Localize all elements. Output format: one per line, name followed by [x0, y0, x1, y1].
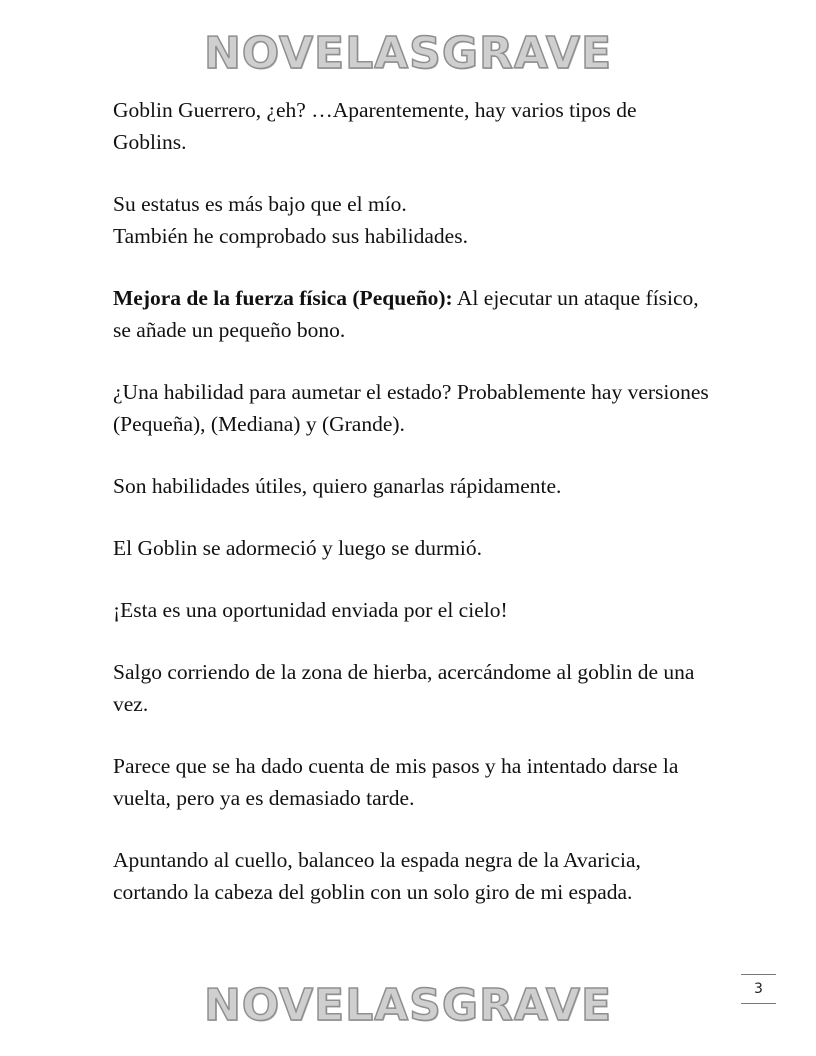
paragraph-1: Goblin Guerrero, ¿eh? …Aparentemente, hay varios tipos de Goblins.: [113, 98, 637, 154]
paragraph-6: El Goblin se adormeció y luego se durmió.: [113, 536, 483, 560]
watermark-bottom: NOVELASGRAVE: [203, 980, 613, 1031]
paragraph-8: Salgo corriendo de la zona de hierba, acercándome al goblin de una vez.: [113, 660, 695, 716]
paragraph-3: [113, 282, 713, 346]
paragraph-2-line-2: También he comprobado sus habilidades.: [113, 224, 468, 248]
page-number: 3: [741, 974, 776, 1004]
paragraph-4: ¿Una habilidad para aumetar el estado? Probablemente hay versiones (Pequeña), (Mediana) y (Grande).: [113, 380, 709, 436]
paragraph-10: Apuntando al cuello, balanceo la espada negra de la Avaricia, cortando la cabeza del goblin con un solo giro de mi espada.: [113, 848, 641, 904]
paragraph-2: [113, 188, 713, 252]
paragraph-2-line-1: Su estatus es más bajo que el mío.: [113, 192, 407, 216]
paragraph-7: ¡Esta es una oportunidad enviada por el cielo!: [113, 598, 508, 622]
paragraph-9: Parece que se ha dado cuenta de mis pasos y ha intentado darse la vuelta, pero ya es demasiado tarde.: [113, 754, 679, 810]
watermark-top: NOVELASGRAVE: [203, 28, 613, 79]
paragraph-5: Son habilidades útiles, quiero ganarlas rápidamente.: [113, 474, 562, 498]
document-body: [113, 94, 713, 938]
skill-name: Mejora de la fuerza física (Pequeño):: [113, 286, 453, 310]
skill-description: Al ejecutar un ataque físico, se añade un pequeño bono.: [113, 286, 699, 342]
